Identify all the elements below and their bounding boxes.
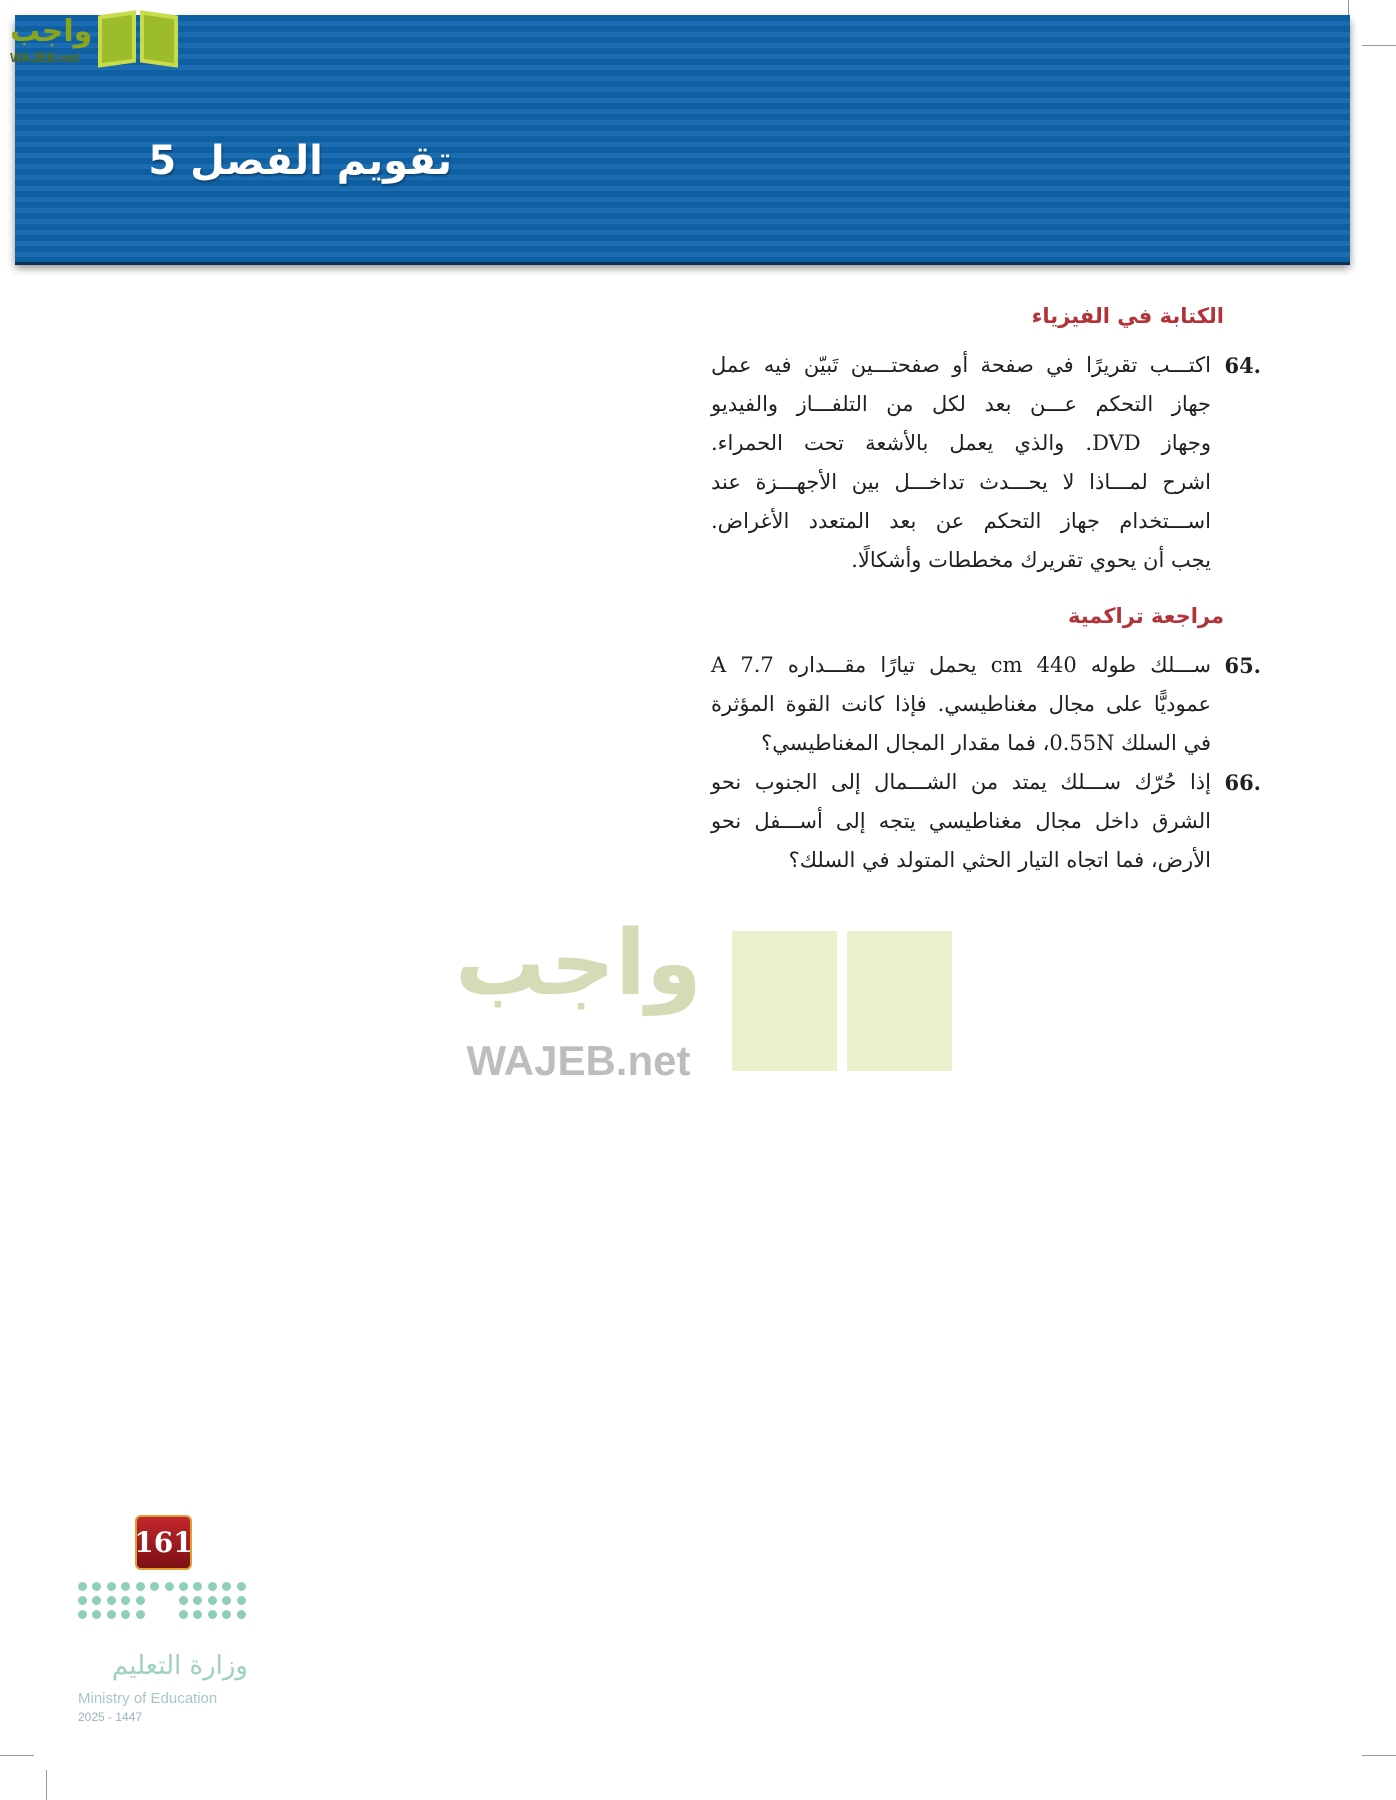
- question-65: [711, 646, 1261, 763]
- year: 2025 - 1447: [78, 1710, 143, 1724]
- question-number: 66.: [1224, 770, 1261, 795]
- emblem-dot: [179, 1596, 188, 1605]
- emblem-dot: [136, 1582, 145, 1591]
- text-line: إذا حُرّك ســـلك يمتد من الشـــمال إلى الجنوب نحو: [711, 770, 1211, 794]
- emblem-dot: [78, 1610, 87, 1619]
- emblem-dot: [107, 1610, 116, 1619]
- emblem-dot: [165, 1582, 174, 1591]
- section-heading-writing: الكتابة في الفيزياء: [1031, 304, 1224, 328]
- text-line: يجب أن يحوي تقريرك مخططات وأشكالًا.: [851, 548, 1211, 572]
- ministry-en: Ministry of Education: [78, 1690, 218, 1707]
- emblem-dot: [107, 1596, 116, 1605]
- emblem-dot: [208, 1582, 217, 1591]
- brand-ar: واجب: [10, 14, 93, 49]
- text-line: ســـلك طوله 440 cm يحمل تيارًا مقـــداره 7.7 A: [711, 653, 1211, 677]
- crop-mark: [1362, 45, 1396, 46]
- text-line: اشرح لمـــاذا لا يحـــدث تداخـــل بين الأجهـــزة عند: [711, 470, 1211, 494]
- text-line: وجهاز DVD. والذي يعمل بالأشعة تحت الحمراء.: [711, 431, 1211, 455]
- question-64: [711, 346, 1261, 580]
- book-icon: [98, 5, 178, 65]
- text-line: الأرض، فما اتجاه التيار الحثي المتولد في السلك؟: [788, 848, 1211, 872]
- text-line: اكتـــب تقريرًا في صفحة أو صفحتـــين تَبيّن فيه عمل: [711, 353, 1211, 377]
- wajeb-logo: [10, 5, 178, 65]
- page-title: تقويم الفصل 5: [148, 138, 452, 184]
- emblem-dot: [222, 1582, 231, 1591]
- ministry-logo: [78, 1582, 248, 1727]
- emblem-dot: [222, 1610, 231, 1619]
- watermark-ar: واجب: [455, 911, 702, 1016]
- question-66: [711, 763, 1261, 880]
- question-number: 65.: [1224, 653, 1261, 678]
- watermark-en: WAJEB.net: [466, 1037, 691, 1084]
- emblem-dot: [78, 1582, 87, 1591]
- emblem-dot: [92, 1582, 101, 1591]
- text-line: عموديًّا على مجال مغناطيسي. فإذا كانت القوة المؤثرة: [711, 692, 1211, 716]
- emblem-dot: [193, 1582, 202, 1591]
- emblem-dot: [208, 1596, 217, 1605]
- emblem-dot: [107, 1582, 116, 1591]
- emblem-dot: [92, 1596, 101, 1605]
- emblem-dot: [121, 1582, 130, 1591]
- emblem-dot: [179, 1582, 188, 1591]
- emblem-dot: [237, 1610, 246, 1619]
- crop-mark: [1362, 1755, 1396, 1756]
- emblem-dot: [193, 1610, 202, 1619]
- emblem-dot: [136, 1610, 145, 1619]
- text-line: في السلك 0.55N، فما مقدار المجال المغناطيسي؟: [761, 731, 1211, 755]
- question-number: 64.: [1224, 353, 1261, 378]
- text-line: الشرق داخل مجال مغناطيسي يتجه إلى أســـفل نحو: [711, 809, 1211, 833]
- emblem-dot: [121, 1596, 130, 1605]
- emblem-dot: [222, 1596, 231, 1605]
- emblem-dot: [136, 1596, 145, 1605]
- crop-mark: [0, 1755, 34, 1756]
- emblem-dot: [193, 1596, 202, 1605]
- crop-mark: [46, 1770, 47, 1800]
- emblem-dot: [179, 1610, 188, 1619]
- emblem-dot: [92, 1610, 101, 1619]
- emblem-dot: [78, 1596, 87, 1605]
- emblem-dot: [121, 1610, 130, 1619]
- emblem-dot: [208, 1610, 217, 1619]
- book-icon: [732, 921, 952, 1071]
- page-number: 161: [135, 1515, 192, 1570]
- section-heading-review: مراجعة تراكمية: [1067, 604, 1224, 628]
- emblem-dot: [150, 1582, 159, 1591]
- text-line: جهاز التحكم عـــن بعد لكل من التلفـــاز والفيديو: [711, 392, 1211, 416]
- text-line: اســـتخدام جهاز التحكم عن بعد المتعدد الأغراض.: [711, 509, 1211, 533]
- ministry-ar: وزارة التعليم: [111, 1651, 248, 1681]
- emblem-dot: [237, 1596, 246, 1605]
- emblem-dot: [237, 1582, 246, 1591]
- dots-emblem-icon: [78, 1582, 246, 1619]
- watermark: [455, 905, 952, 1086]
- brand-en: WAJEB.net: [10, 50, 80, 65]
